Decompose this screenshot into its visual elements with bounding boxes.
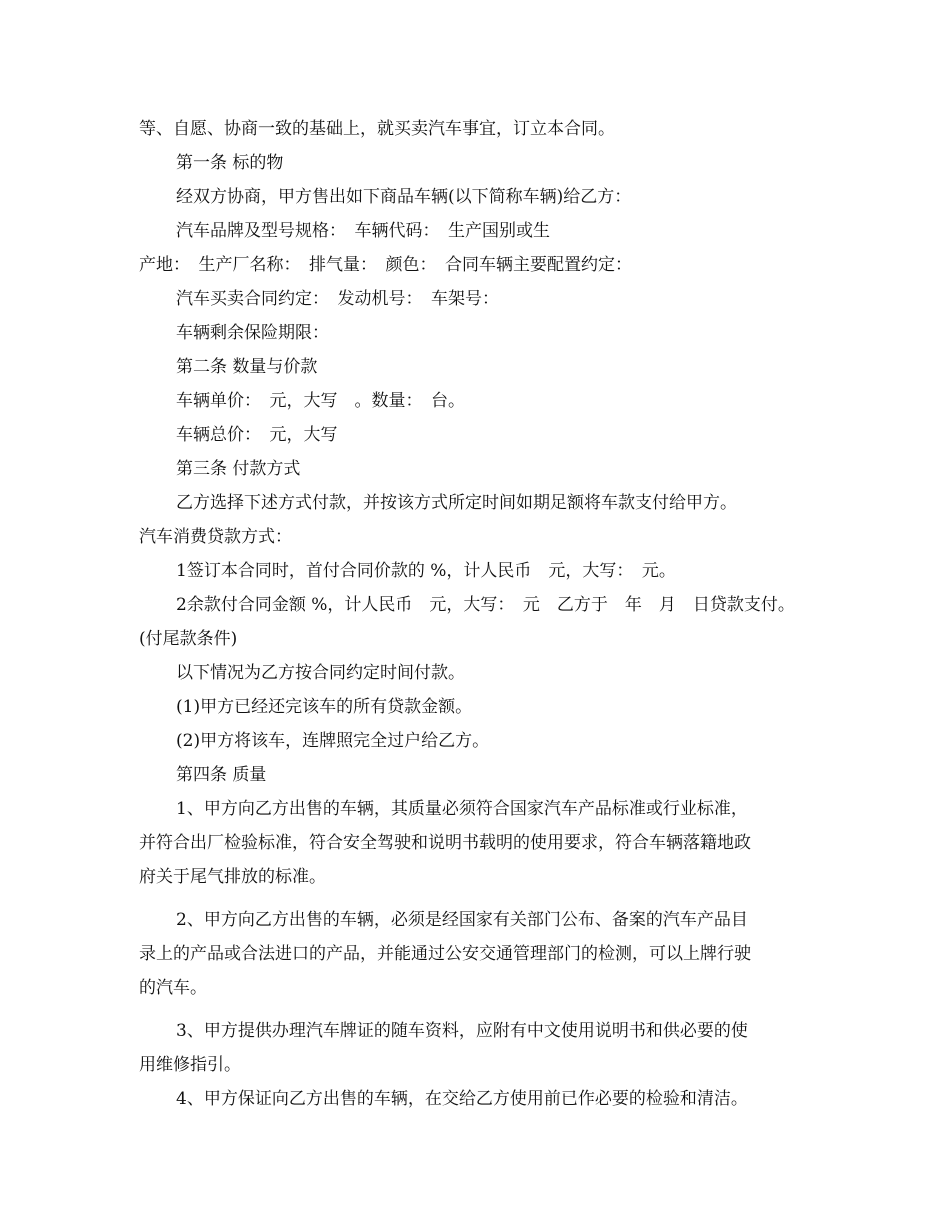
text-line: 汽车消费贷款方式： [139,527,292,547]
article-heading-1: 第一条 标的物 [176,153,284,173]
text-line: 2余款付合同金额 %，计人民币 元，大写： 元 乙方于 年 月 日贷款支付。 [176,595,795,615]
text-line: 的汽车。 [139,978,207,998]
text-line: (1)甲方已经还完该车的所有贷款金额。 [176,697,473,717]
text-line: (付尾款条件) [139,629,238,649]
text-line: 车辆剩余保险期限： [176,323,329,343]
text-line: 录上的产品或合法进口的产品，并能通过公安交通管理部门的检测，可以上牌行驶 [139,944,751,964]
text-line: 产地： 生产厂名称： 排气量： 颜色： 合同车辆主要配置约定： [139,255,632,275]
text-line: 经双方协商，甲方售出如下商品车辆(以下简称车辆)给乙方： [176,187,632,207]
article-heading-2: 第二条 数量与价款 [176,357,318,377]
text-line: 1签订本合同时，首付合同价款的 %，计人民币 元，大写： 元。 [176,561,676,581]
text-line: 2、甲方向乙方出售的车辆，必须是经国家有关部门公布、备案的汽车产品目 [176,910,748,930]
text-line: 4、甲方保证向乙方出售的车辆，在交给乙方使用前已作必要的检验和清洁。 [176,1089,748,1109]
text-line: 以下情况为乙方按合同约定时间付款。 [176,663,465,683]
text-line: 车辆单价： 元，大写 。数量： 台。 [176,391,465,411]
text-line: 1、甲方向乙方出售的车辆，其质量必须符合国家汽车产品标准或行业标准， [176,799,748,819]
text-line: 乙方选择下述方式付款，并按该方式所定时间如期足额将车款支付给甲方。 [176,493,737,513]
text-line: 并符合出厂检验标准，符合安全驾驶和说明书载明的使用要求，符合车辆落籍地政 [139,833,751,853]
text-line: 汽车买卖合同约定： 发动机号： 车架号： [176,289,499,309]
article-heading-3: 第三条 付款方式 [176,459,301,479]
text-line: 3、甲方提供办理汽车牌证的随车资料，应附有中文使用说明书和供必要的使 [176,1021,748,1041]
text-line: 用维修指引。 [139,1055,241,1075]
text-line: 汽车品牌及型号规格： 车辆代码： 生产国别或生 [176,221,550,241]
text-line: 车辆总价： 元，大写 [176,425,338,445]
text-line: 府关于尾气排放的标准。 [139,867,326,887]
text-line: (2)甲方将该车，连牌照完全过户给乙方。 [176,731,490,751]
text-line: 等、自愿、协商一致的基础上，就买卖汽车事宜，订立本合同。 [139,119,615,139]
article-heading-4: 第四条 质量 [176,765,267,785]
